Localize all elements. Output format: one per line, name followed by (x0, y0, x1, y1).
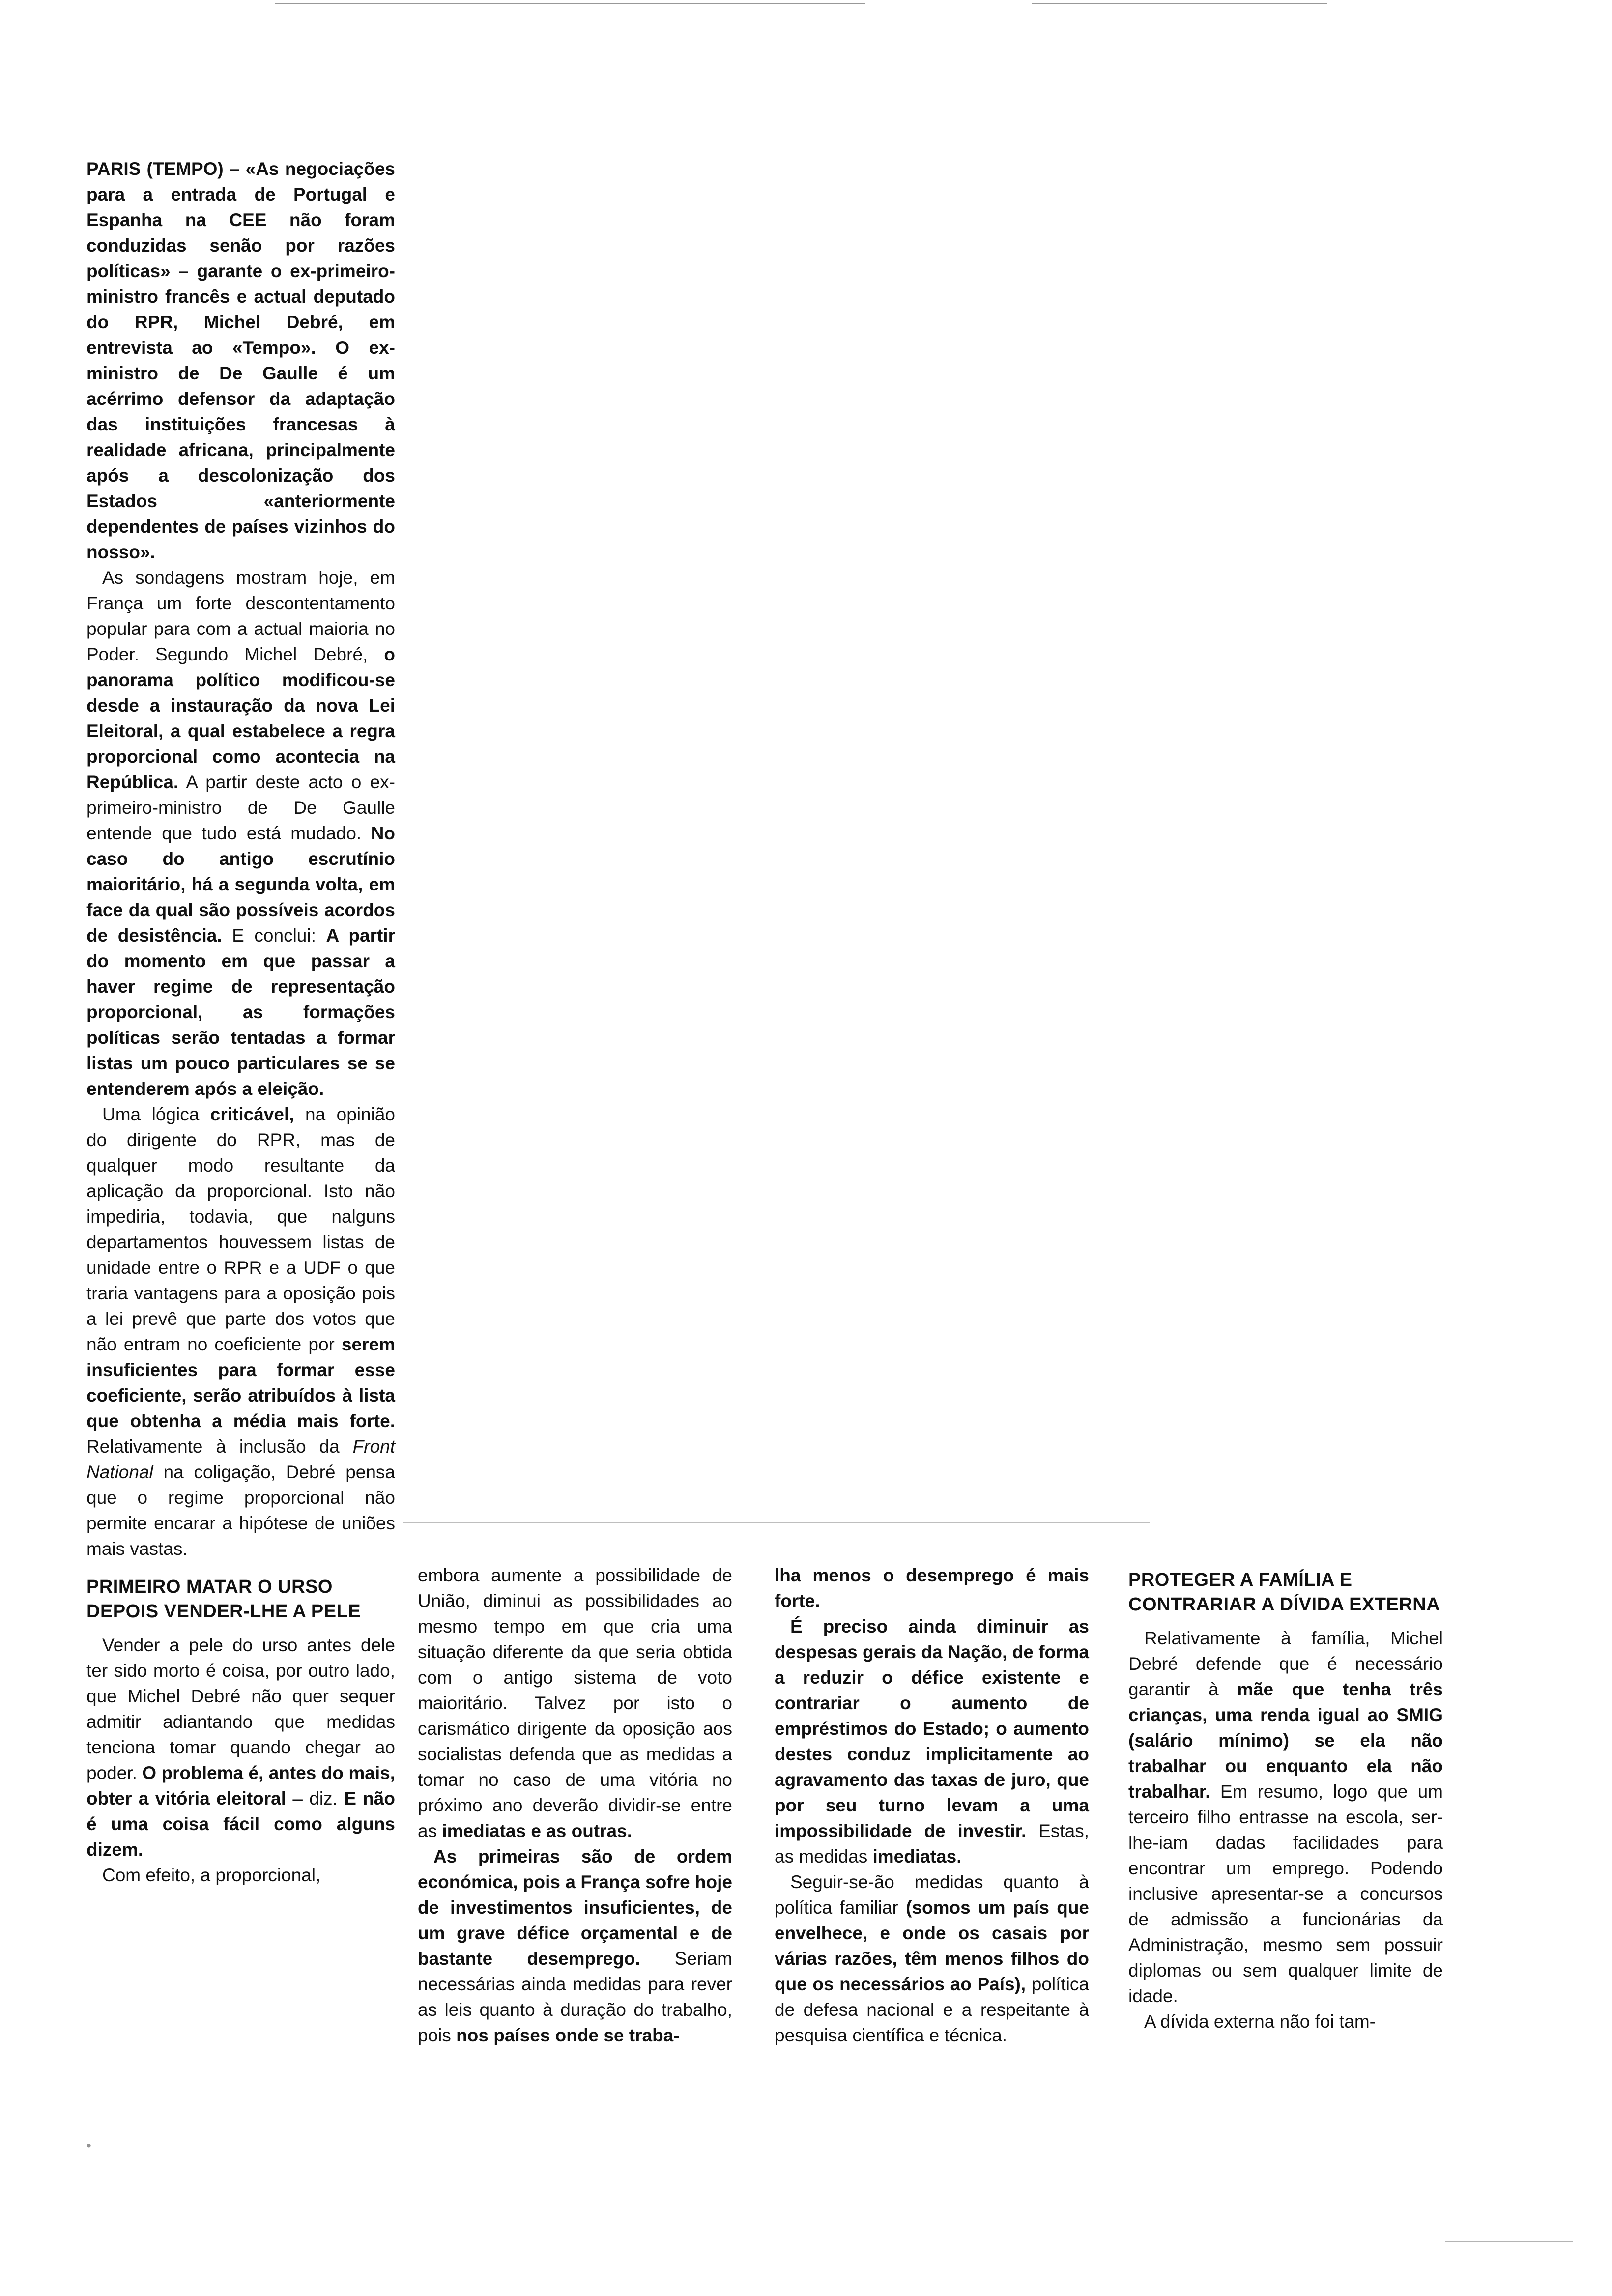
text: E conclui: (222, 925, 326, 946)
text-bold: nos países onde se traba- (456, 2025, 680, 2045)
paragraph (86, 1102, 395, 1562)
text: Vender a pele do urso antes dele ter sido morto é coisa, por outro lado, que Michel Debré não quer sequer admitir adiantando que medidas tenciona tomar quando chegar ao poder. (86, 1635, 395, 1783)
paragraph: lha menos o desemprego é mais forte. (775, 1565, 1089, 1611)
scan-rule-top-right (1032, 3, 1327, 4)
text: As sondagens mostram hoje, em França um forte descontentamento popular para com a actual maioria no Poder. Segundo Michel Debré, (86, 568, 395, 664)
paragraph (775, 1614, 1089, 1869)
column-4 (1128, 1568, 1443, 2035)
text-bold: mãe que tenha três crianças, uma renda igual ao SMIG (salário mínimo) se ela não trabalhar ou enquanto ela não trabalhar. (1128, 1679, 1443, 1802)
text-bold: E não é uma coisa fácil como alguns dizem. (86, 1788, 395, 1860)
text-bold: É preciso ainda diminuir as despesas gerais da Nação, de forma a reduzir o défice existente e contrariar o aumento de empréstimos do Estado; o aumento destes conduz implicitamente ao agravamento das taxas de juro, que por seu turno levam a uma impossibilidade de investir. (775, 1616, 1089, 1841)
text: – diz. (286, 1788, 345, 1808)
text-bold: imediatas. (872, 1846, 962, 1866)
text: Uma lógica (102, 1104, 210, 1124)
text-bold: serem insuficientes para formar esse coeficiente, serão atribuídos à lista que obtenha a média mais forte. (86, 1334, 395, 1431)
section-heading: PROTEGER A FAMÍLIA E CONTRARIAR A DÍVIDA EXTERNA (1128, 1570, 1440, 1615)
section-heading: PRIMEIRO MATAR O URSO DEPOIS VENDER-LHE A PELE (86, 1577, 361, 1622)
paragraph (418, 1844, 732, 2048)
paragraph: Com efeito, a proporcional, (102, 1865, 321, 1885)
text: Seguir-se-ão medidas quanto à política familiar (775, 1872, 1089, 1918)
text: Estas, as medidas (775, 1821, 1089, 1866)
text-italic: Front National (86, 1436, 395, 1482)
scan-rule-bottom-right (1445, 2241, 1573, 2242)
text: Relativamente à inclusão da (86, 1436, 353, 1457)
text-bold: No caso do antigo escrutínio maioritário, há a segunda volta, em face da qual são possíveis acordos de desistência. (86, 823, 395, 946)
text-bold: criticável, (210, 1104, 294, 1124)
text: A partir deste acto o ex-primeiro-ministro de De Gaulle entende que tudo está mudado. (86, 772, 395, 843)
paragraph (775, 1869, 1089, 2048)
scan-rule-middle (403, 1522, 1150, 1523)
text: na opinião do dirigente do RPR, mas de qualquer modo resultante da aplicação da proporcional. Isto não impediria, todavia, que nalguns departamentos houvessem listas de unidade entre o RPR e a UDF o que traria vantagens para a oposição pois a lei prevê que parte dos votos que não entram no coeficiente por (86, 1104, 396, 1354)
paragraph (1128, 1626, 1443, 2009)
scan-rule-top (275, 3, 865, 4)
paragraph (86, 565, 395, 1102)
paragraph: A dívida externa não foi tam- (1144, 2011, 1376, 2032)
text-bold: O problema é, antes do mais, obter a vitória eleitoral (86, 1763, 396, 1808)
text: Em resumo, logo que um terceiro filho entrasse na escola, ser-lhe-iam dadas facilidades para encontrar um emprego. Podendo inclusive apresentar-se a concursos de admissão a funcionárias da Administração, mesmo sem possuir diplomas ou sem qualquer limite de idade. (1128, 1781, 1443, 2006)
text-bold: imediatas e as outras. (442, 1821, 632, 1841)
text-bold: As primeiras são de ordem económica, pois a França sofre hoje de investimentos insuficientes, de um grave défice orçamental e de bastante desemprego. (418, 1846, 732, 1969)
text: política de defesa nacional e a respeitante à pesquisa científica e técnica. (775, 1974, 1090, 2045)
text: na coligação, Debré pensa que o regime proporcional não permite encarar a hipótese de uniões mais vastas. (86, 1462, 395, 1559)
paragraph (86, 1633, 395, 1863)
text-bold: A partir do momento em que passar a haver regime de representação proporcional, as formações políticas serão tentadas a formar listas um pouco particulares se se entenderem após a eleição. (86, 925, 395, 1099)
text: embora aumente a possibilidade de União, diminui as possibilidades ao mesmo tempo em que cria uma situação diferente da que seria obtida com o antigo sistema de voto maioritário. Talvez por isto o carismático dirigente da oposição aos socialistas defenda que as medidas a tomar no caso de uma vitória no próximo ano deverão dividir-se entre as (418, 1565, 732, 1841)
scan-noise-mark: • (86, 2138, 91, 2153)
column-1 (86, 156, 395, 1888)
text: Relativamente à família, Michel Debré defende que é necessário garantir à (1128, 1628, 1443, 1699)
text-bold: o panorama político modificou-se desde a instauração da nova Lei Eleitoral, a qual estabelece a regra proporcional como acontecia na República. (86, 644, 395, 792)
text: Seriam necessárias ainda medidas para rever as leis quanto à duração do trabalho, pois (418, 1949, 732, 2045)
text-bold: (somos um país que envelhece, e onde os casais por várias razões, têm menos filhos do que os necessários ao País), (775, 1897, 1089, 1994)
column-2 (418, 1563, 732, 2048)
paragraph (418, 1563, 732, 1844)
column-3 (775, 1563, 1089, 2048)
lead-paragraph: PARIS (TEMPO) – «As negociações para a entrada de Portugal e Espanha na CEE não foram conduzidas senão por razões políticas» – garante o ex-primeiro-ministro francês e actual deputado do RPR, Michel Debré, em entrevista ao «Tempo». O ex-ministro de De Gaulle é um acérrimo defensor da adaptação das instituições francesas à realidade africana, principalmente após a descolonização dos Estados «anteriormente dependentes de países vizinhos do nosso». (86, 159, 395, 562)
